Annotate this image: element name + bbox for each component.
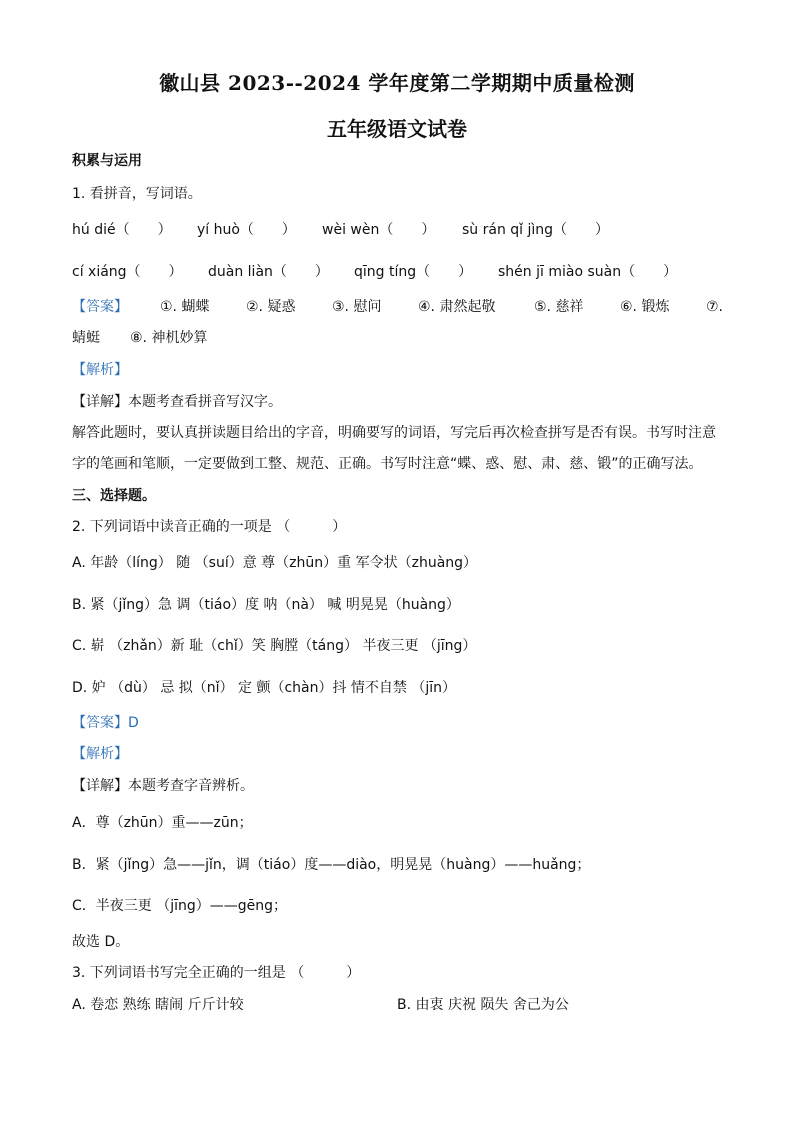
q1-explain-line2: 字的笔画和笔顺，一定要做到工整、规范、正确。书写时注意“蝶、惑、慰、肃、慈、锻”的正确写法。 (72, 456, 703, 472)
q1-explain-line1: 解答此题时，要认真拼读题目给出的字音，明确要写的词语，写完后再次检查拼写是否有误。书写时注意 (72, 425, 716, 441)
section-heading-choice: 三、选择题。 (72, 488, 156, 504)
answer-item: ⑦. (706, 299, 724, 315)
q2-detail: 【详解】本题考查字音辨析。 (72, 778, 254, 794)
answer-item: 蜻蜓 (72, 330, 100, 346)
q2-option-b: B. 紧（jǐng）急 调（tiáo）度 呐（nà） 喊 明晃晃（huàng） (72, 597, 460, 613)
q1-pinyin-row2 (72, 261, 677, 281)
answer-item: ⑥. 锻炼 (620, 299, 670, 315)
answer-item: ④. 肃然起敬 (418, 299, 496, 315)
pinyin-item: cí xiáng（ ） (72, 264, 183, 280)
pinyin-item: yí huò（ ） (197, 222, 296, 238)
q2-conclusion: 故选 D。 (72, 934, 130, 950)
pinyin-item: sù rán qǐ jìng（ ） (462, 222, 610, 238)
q1-stem: 1. 看拼音，写词语。 (72, 186, 202, 202)
exam-subtitle: 五年级语文试卷 (327, 117, 467, 141)
q3-option-b: B. 由衷 庆祝 陨失 舍己为公 (397, 997, 569, 1013)
q2-stem: 2. 下列词语中读音正确的一项是 （ ） (72, 519, 347, 535)
pinyin-item: hú dié（ ） (72, 222, 172, 238)
q2-option-d: D. 妒 （dù） 忌 拟（nǐ） 定 颤（chàn）抖 情不自禁 （jīn） (72, 680, 457, 696)
q2-explain-b: B．紧（jǐng）急——jǐn，调（tiáo）度——diào，明晃晃（huàng）——huǎng； (72, 857, 591, 873)
q2-answer: 【答案】D (72, 715, 139, 731)
answer-item: ①. 蝴蝶 (160, 299, 210, 315)
pinyin-item: wèi wèn（ ） (322, 222, 436, 238)
answer-item: ⑧. 神机妙算 (130, 330, 208, 346)
q2-explain-a: A．尊（zhūn）重——zūn； (72, 815, 253, 831)
answer-tag: 【答案】 (72, 299, 128, 315)
pinyin-item: duàn liàn（ ） (208, 264, 329, 280)
q3-stem: 3. 下列词语书写完全正确的一组是 （ ） (72, 965, 361, 981)
pinyin-item: shén jī miào suàn（ ） (498, 264, 678, 280)
answer-item: ②. 疑惑 (246, 299, 296, 315)
q2-analysis-tag: 【解析】 (72, 746, 128, 762)
section-heading-accumulation: 积累与运用 (72, 153, 142, 169)
q1-answer-line2 (72, 327, 207, 347)
q2-option-c: C. 崭 （zhǎn）新 耻（chǐ）笑 胸膛（táng） 半夜三更 （jīng） (72, 638, 477, 654)
q1-detail: 【详解】本题考查看拼音写汉字。 (72, 394, 282, 410)
q1-pinyin-row1 (72, 219, 609, 239)
q2-explain-c: C．半夜三更 （jīng）——gēng； (72, 898, 288, 914)
q3-option-a: A. 卷恋 熟练 瞎闹 斤斤计较 (72, 997, 244, 1013)
q1-analysis-tag: 【解析】 (72, 362, 128, 378)
pinyin-item: qīng tíng（ ） (354, 264, 473, 280)
exam-title: 徽山县 2023--2024 学年度第二学期期中质量检测 (159, 71, 635, 95)
q1-answer-line1 (72, 296, 723, 316)
answer-item: ③. 慰问 (332, 299, 382, 315)
answer-item: ⑤. 慈祥 (534, 299, 584, 315)
q2-option-a: A. 年龄（líng） 随 （suí）意 尊（zhūn）重 军令状（zhuàng） (72, 555, 478, 571)
